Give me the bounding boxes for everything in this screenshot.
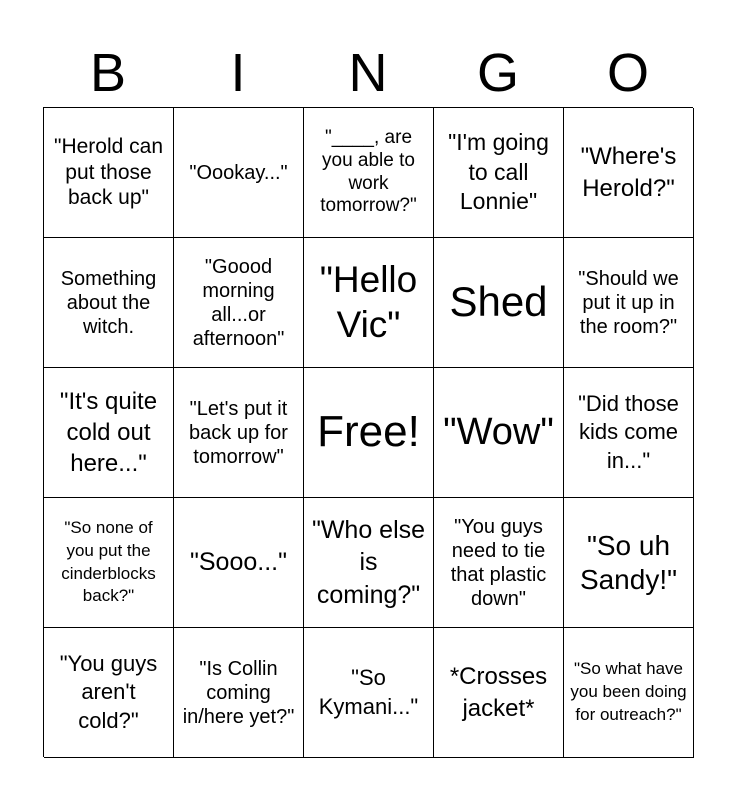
bingo-cell[interactable] — [564, 628, 694, 758]
cell-text: "____, are you able to work tomorrow?" — [320, 126, 417, 217]
bingo-cell[interactable] — [304, 108, 434, 238]
header-letter-n: N — [348, 43, 388, 103]
cell-text: "Should we put it up in the room?" — [578, 267, 679, 338]
cell-text: "Goood morning all...or afternoon" — [192, 255, 285, 350]
bingo-cell[interactable] — [304, 498, 434, 628]
bingo-header — [43, 38, 693, 108]
bingo-cell[interactable] — [44, 628, 174, 758]
cell-text: "I'm going to call Lonnie" — [448, 129, 549, 215]
cell-text: "You guys aren't cold?" — [59, 651, 158, 733]
cell-text: "So uh Sandy!" — [579, 529, 678, 595]
bingo-cell[interactable] — [564, 368, 694, 498]
cell-text: "Sooo..." — [190, 548, 287, 577]
cell-text: "Oookay..." — [189, 161, 288, 184]
bingo-cell[interactable] — [174, 108, 304, 238]
bingo-cell[interactable] — [434, 498, 564, 628]
bingo-cell[interactable] — [44, 108, 174, 238]
cell-text: "Let's put it back up for tomorrow" — [189, 397, 288, 468]
bingo-cell[interactable] — [44, 238, 174, 368]
cell-text: "So Kymani..." — [318, 665, 419, 719]
cell-text: Free! — [317, 407, 420, 457]
cell-text: "Wow" — [443, 410, 554, 453]
bingo-cell[interactable] — [174, 498, 304, 628]
header-letter-g: G — [476, 43, 519, 103]
cell-text: "Herold can put those back up" — [53, 135, 163, 210]
cell-text: "Who else is coming?" — [311, 515, 426, 609]
cell-text: "Did those kids come in..." — [578, 391, 679, 473]
bingo-cell[interactable] — [304, 238, 434, 368]
cell-text: "So none of you put the cinderblocks back?" — [61, 517, 156, 606]
bingo-cell[interactable] — [174, 628, 304, 758]
bingo-cell[interactable] — [174, 368, 304, 498]
cell-text: Shed — [449, 278, 548, 326]
bingo-cell[interactable] — [44, 498, 174, 628]
bingo-cell[interactable] — [434, 238, 564, 368]
bingo-cell[interactable] — [434, 108, 564, 238]
bingo-cell[interactable] — [304, 628, 434, 758]
cell-text: "So what have you been doing for outreach?" — [570, 659, 687, 724]
header-letter-o: O — [606, 43, 649, 103]
free-space[interactable] — [304, 368, 434, 498]
bingo-cell[interactable] — [434, 368, 564, 498]
cell-text: Something about the witch. — [60, 267, 157, 338]
cell-text: "You guys need to tie that plastic down" — [450, 515, 547, 610]
header-letter-i: I — [230, 43, 246, 103]
bingo-cell[interactable] — [434, 628, 564, 758]
bingo-cell[interactable] — [564, 498, 694, 628]
bingo-board — [43, 107, 693, 757]
cell-text: *Crosses jacket* — [449, 663, 548, 722]
bingo-cell[interactable] — [174, 238, 304, 368]
bingo-cell[interactable] — [44, 368, 174, 498]
header-letter-b: B — [89, 43, 127, 103]
cell-text: "It's quite cold out here..." — [59, 387, 158, 478]
cell-text: "Hello Vic" — [319, 259, 418, 345]
bingo-cell[interactable] — [564, 238, 694, 368]
cell-text: "Where's Herold?" — [580, 143, 677, 202]
cell-text: "Is Collin coming in/here yet?" — [182, 657, 295, 728]
bingo-cell[interactable] — [564, 108, 694, 238]
